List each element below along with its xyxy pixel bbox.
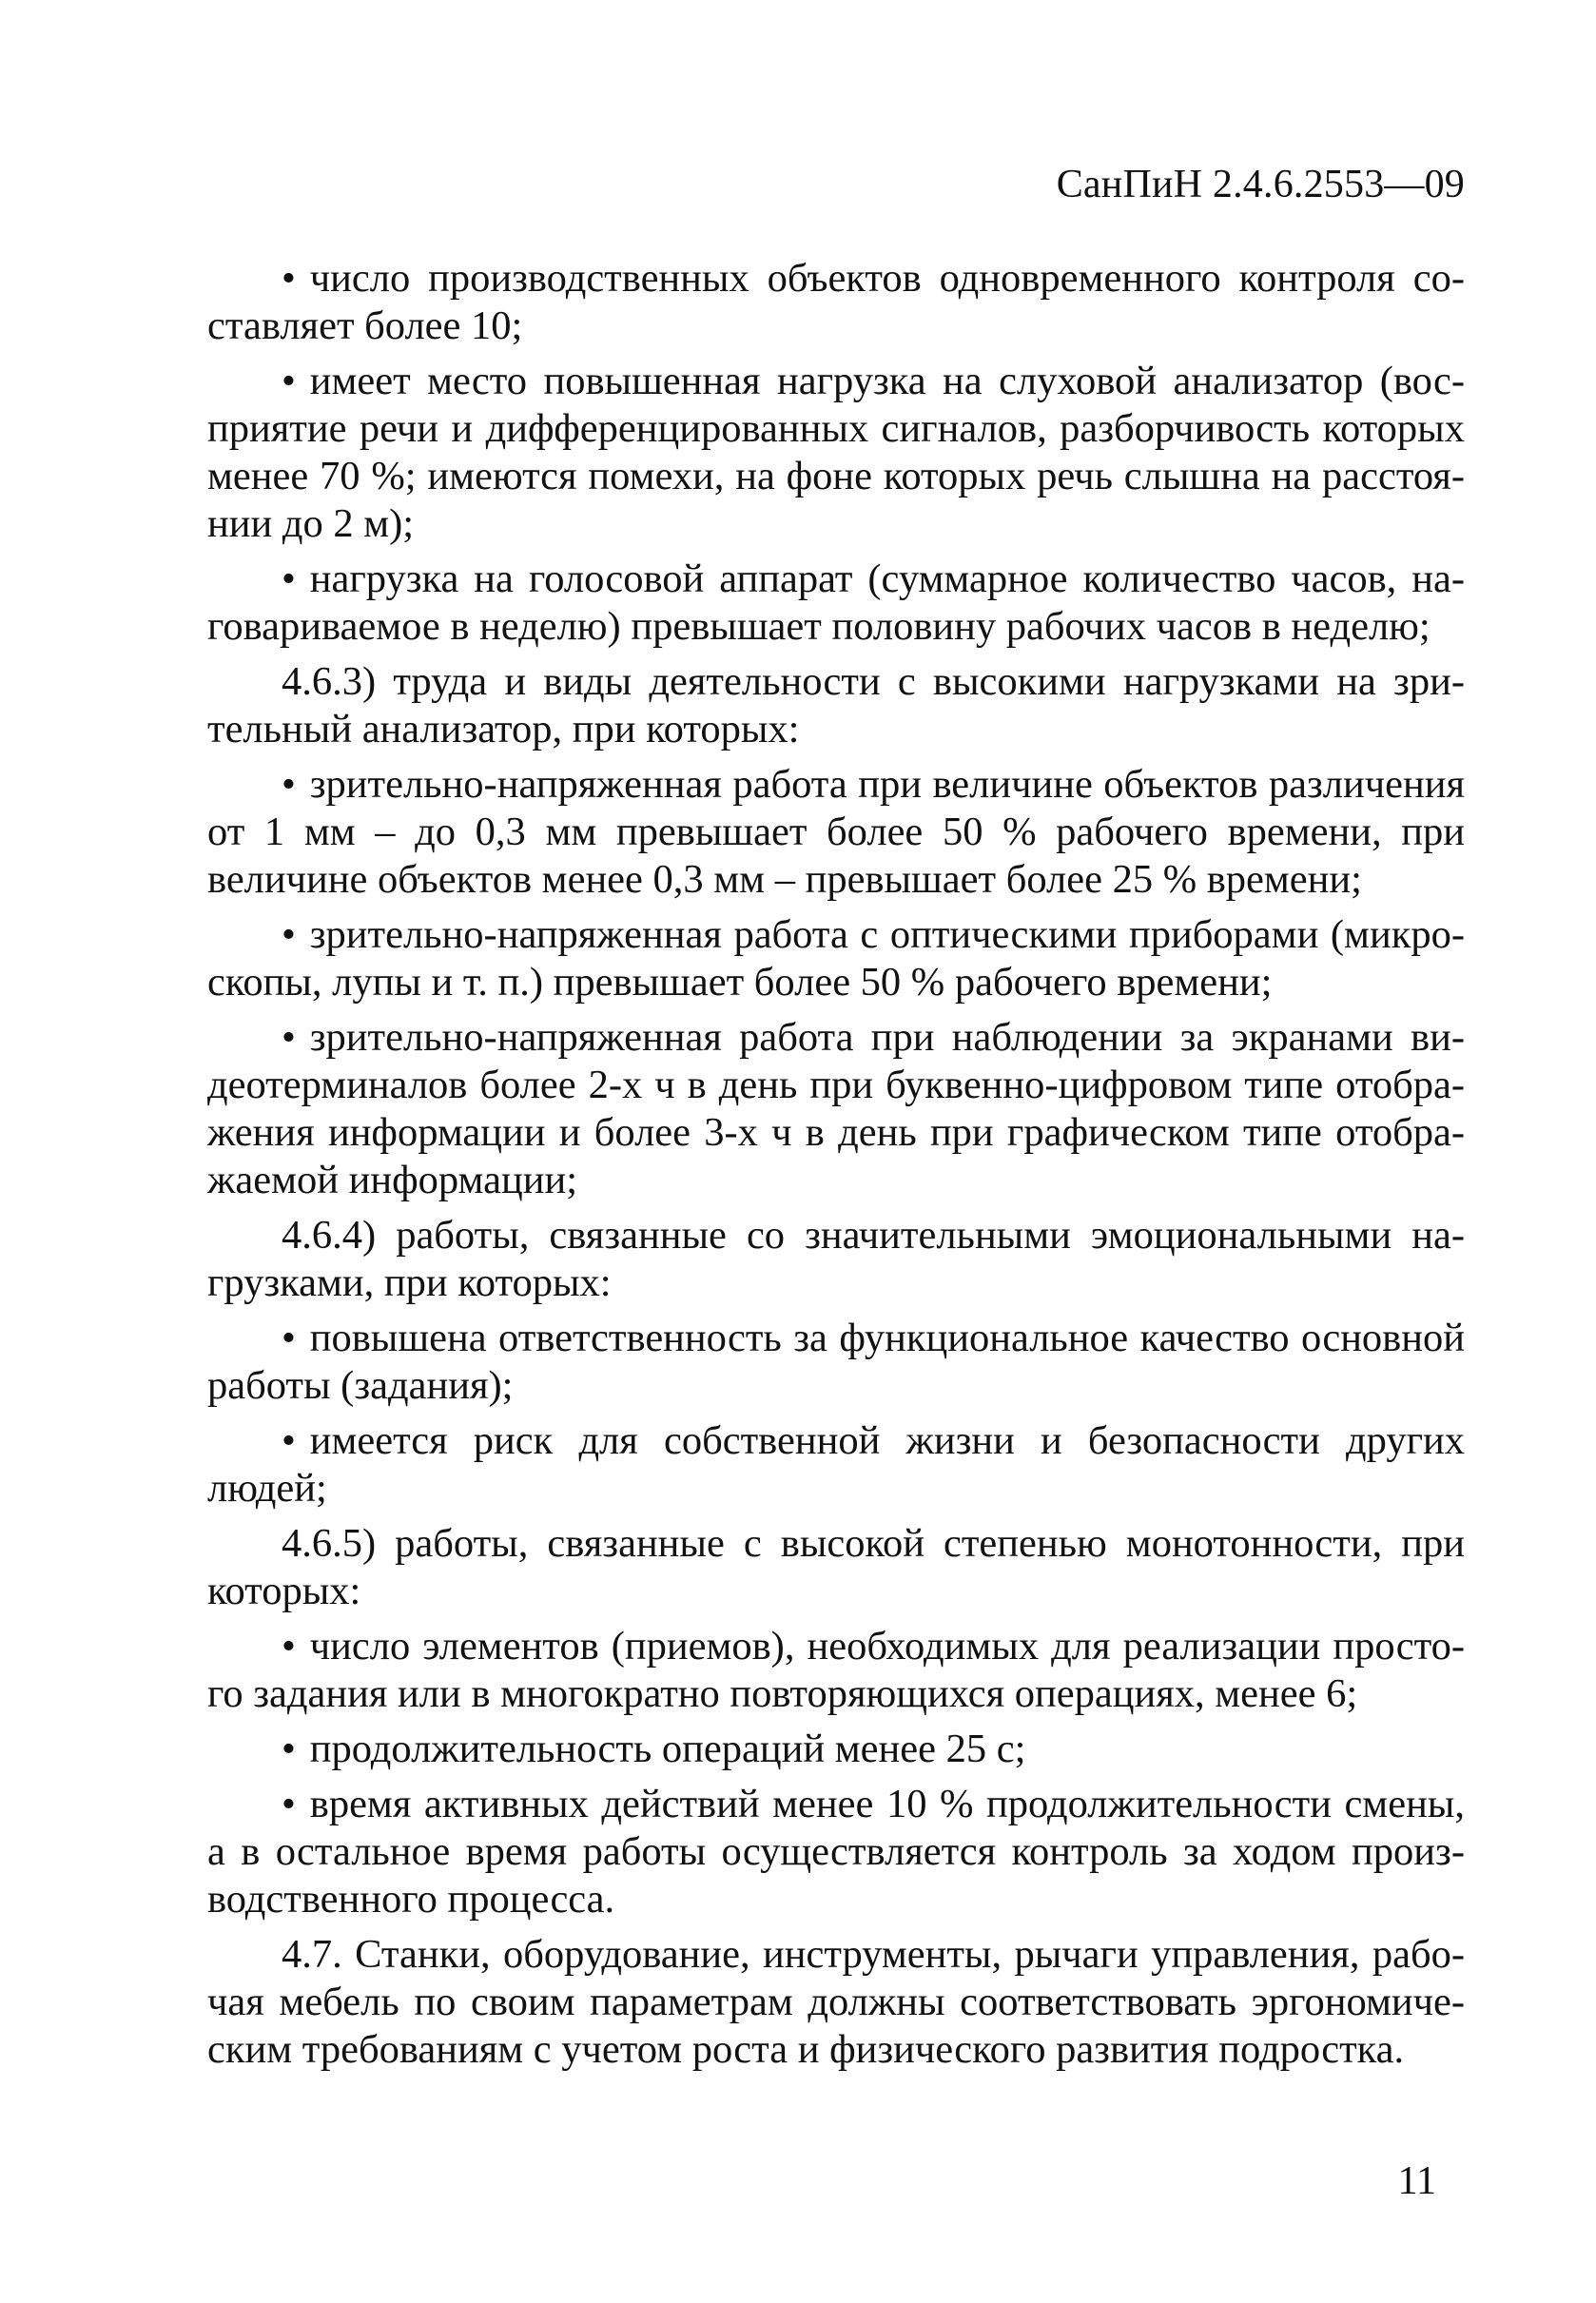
paragraph-bullet	[207, 911, 1465, 1006]
paragraph-clause	[207, 1212, 1465, 1307]
paragraph-bullet	[207, 358, 1465, 548]
paragraph-text: зрительно-напряженная работа с оптическими приборами (микроскопы, лупы и т. п.) превышает более 50 % рабочего времени;	[207, 912, 1465, 1005]
document-code-header: СанПиН 2.4.6.2553—09	[1056, 163, 1465, 206]
bullet-icon: •	[282, 1015, 296, 1060]
paragraph-text: повышена ответственность за функциональное качество основной работы (задания);	[207, 1316, 1465, 1408]
paragraph-bullet	[207, 1315, 1465, 1410]
paragraph-text: зрительно-напряженная работа при наблюдении за экранами видеотерминалов более 2-х ч в день при буквенно-цифровом типе отображения информации и более 3-х ч в день при графическом типе отображаемой информации;	[207, 1015, 1465, 1202]
bullet-icon: •	[282, 556, 296, 601]
paragraph-text: 4.7. Станки, оборудование, инструменты, рычаги управления, рабочая мебель по своим параметрам должны соответствовать эргономическим требованиям с учетом роста и физического развития подростка.	[207, 1932, 1465, 2072]
bullet-icon: •	[282, 1782, 296, 1826]
bullet-icon: •	[282, 1316, 296, 1360]
paragraph-bullet	[207, 556, 1465, 651]
paragraph-text: 4.6.3) труда и виды деятельности с высокими нагрузками на зрительный анализатор, при которых:	[207, 659, 1465, 751]
page-number: 11	[1397, 2159, 1436, 2203]
paragraph-bullet	[207, 1623, 1465, 1718]
paragraph-clause	[207, 1931, 1465, 2074]
paragraph-text: продолжительность операций менее 25 с;	[309, 1727, 1026, 1771]
paragraph-bullet	[207, 1417, 1465, 1513]
bullet-icon: •	[282, 1727, 296, 1771]
paragraph-text: имеет место повышенная нагрузка на слуховой анализатор (восприятие речи и дифференцированных сигналов, разборчивость которых менее 70 %; имеются помехи, на фоне которых речь слышна на расстоянии до 2 м);	[207, 359, 1465, 546]
bullet-icon: •	[282, 1624, 296, 1669]
paragraph-clause	[207, 1520, 1465, 1615]
paragraph-text: 4.6.5) работы, связанные с высокой степенью монотонности, при которых:	[207, 1521, 1465, 1613]
paragraph-bullet	[207, 761, 1465, 904]
paragraph-bullet	[207, 1014, 1465, 1204]
paragraph-clause	[207, 658, 1465, 753]
paragraph-text: зрительно-напряженная работа при величине объектов различения от 1 мм – до 0,3 мм превышает более 50 % рабочего времени, при величине объектов менее 0,3 мм – превышает более 25 % времени;	[207, 762, 1465, 902]
document-body	[207, 255, 1465, 2081]
paragraph-text: время активных действий менее 10 % продолжительности смены, а в остальное время работы осуществляется контроль за ходом производственного процесса.	[207, 1782, 1465, 1922]
paragraph-text: число производственных объектов одновременного контроля составляет более 10;	[207, 256, 1465, 348]
paragraph-bullet	[207, 1781, 1465, 1923]
paragraph-text: имеется риск для собственной жизни и безопасности других людей;	[207, 1418, 1465, 1511]
bullet-icon: •	[282, 359, 296, 403]
paragraph-bullet	[207, 255, 1465, 350]
paragraph-text: 4.6.4) работы, связанные со значительными эмоциональными нагрузками, при которых:	[207, 1213, 1465, 1305]
bullet-icon: •	[282, 1418, 296, 1463]
paragraph-text: число элементов (приемов), необходимых для реализации простого задания или в многократно повторяющихся операциях, менее 6;	[207, 1624, 1465, 1716]
paragraph-text: нагрузка на голосовой аппарат (суммарное количество часов, наговариваемое в неделю) превышает половину рабочих часов в неделю;	[207, 556, 1465, 649]
bullet-icon: •	[282, 912, 296, 957]
bullet-icon: •	[282, 256, 296, 301]
paragraph-bullet	[207, 1726, 1465, 1773]
bullet-icon: •	[282, 762, 296, 807]
